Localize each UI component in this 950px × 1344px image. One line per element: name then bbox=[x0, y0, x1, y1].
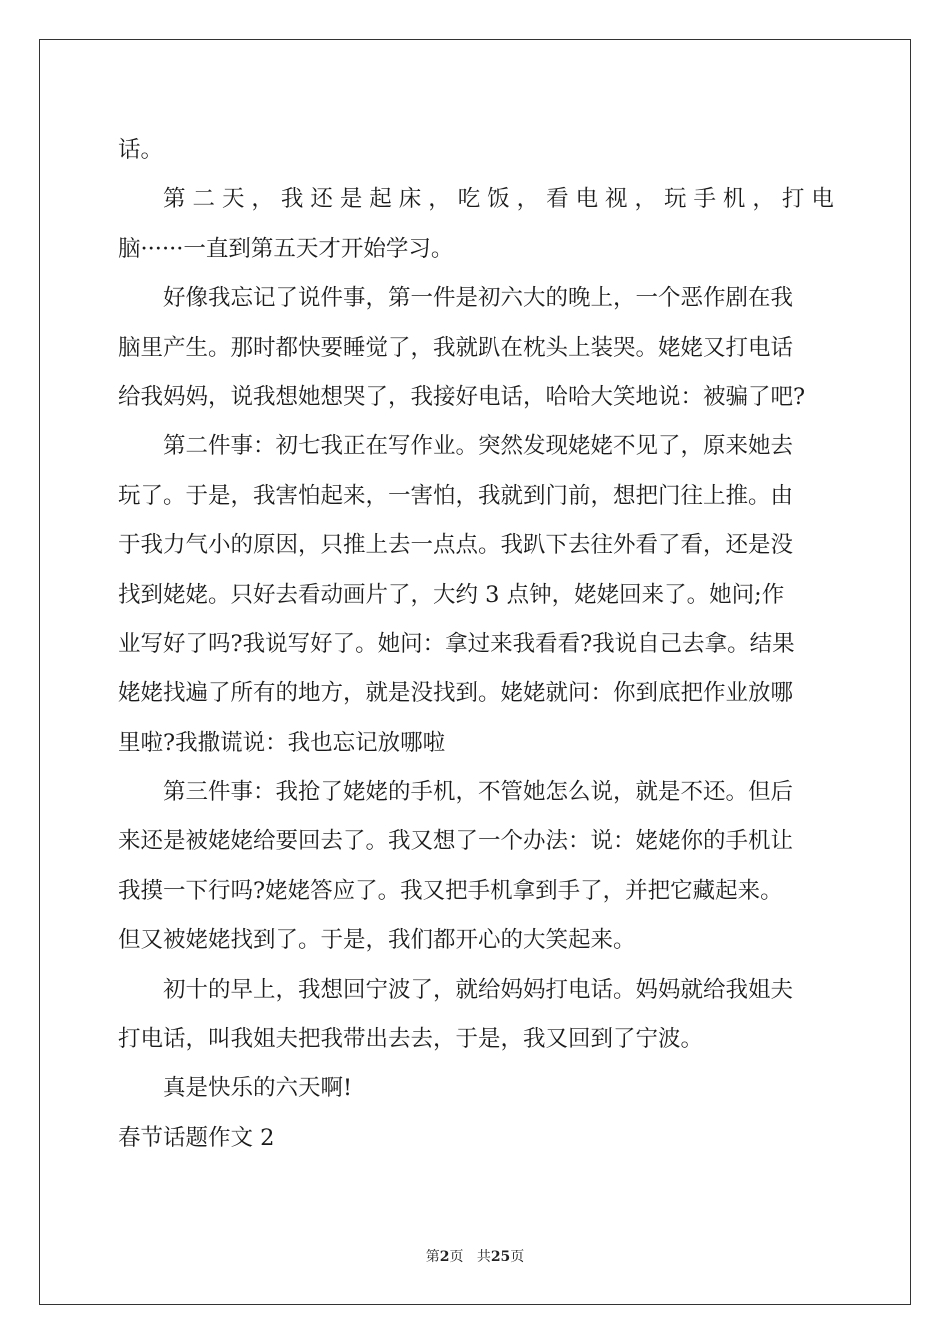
total-prefix: 共 bbox=[476, 1249, 491, 1265]
spaced-char: 第 bbox=[163, 186, 186, 213]
text-line: 我摸一下行吗?姥姥答应了。我又把手机拿到手了，并把它藏起来。 bbox=[118, 877, 783, 904]
spaced-char: 电 bbox=[575, 186, 599, 213]
text-line: 于我力气小的原因，只推上去一点点。我趴下去往外看了看，还是没 bbox=[118, 532, 794, 559]
spaced-char: ， bbox=[516, 186, 540, 213]
text-line: 里啦?我撒谎说：我也忘记放哪啦 bbox=[118, 729, 446, 756]
text-line: 来还是被姥姥给要回去了。我又想了一个办法：说：姥姥你的手机让 bbox=[118, 828, 794, 855]
paragraph-start: 好像我忘记了说件事，第一件是初六大的晚上，一个恶作剧在我 bbox=[163, 285, 794, 312]
text-line: 业写好了吗?我说写好了。她问：拿过来我看看?我说自己去拿。结果 bbox=[118, 630, 795, 657]
spaced-char: ， bbox=[251, 186, 274, 213]
text-line: 话。 bbox=[118, 137, 164, 163]
spaced-char: 看 bbox=[546, 186, 569, 213]
text-line: 找到姥姥。只好去看动画片了，大约 3 点钟，姥姥回来了。她问;作 bbox=[118, 581, 785, 608]
spaced-char: ， bbox=[752, 186, 775, 213]
spaced-char: 手 bbox=[693, 186, 716, 213]
paragraph-start: 初十的早上，我想回宁波了，就给妈妈打电话。妈妈就给我姐夫 bbox=[163, 976, 794, 1003]
text-line-spaced bbox=[118, 175, 834, 224]
spaced-char: 电 bbox=[811, 186, 834, 213]
paragraph-start: 第二件事：初七我正在写作业。突然发现姥姥不见了，原来她去 bbox=[163, 433, 794, 460]
spaced-char: 机 bbox=[722, 186, 746, 213]
spaced-char: ， bbox=[428, 186, 451, 213]
spaced-char: 吃 bbox=[457, 186, 481, 213]
spaced-char: 床 bbox=[398, 186, 422, 213]
spaced-char: ， bbox=[634, 186, 658, 213]
section-heading: 春节话题作文 2 bbox=[118, 1124, 275, 1151]
spaced-char: 玩 bbox=[663, 186, 687, 213]
text-line: 玩了。于是，我害怕起来，一害怕，我就到门前，想把门往上推。由 bbox=[118, 482, 794, 509]
page-prefix: 第 bbox=[425, 1249, 440, 1265]
text-line: 脑······一直到第五天才开始学习。 bbox=[118, 235, 454, 262]
text-line: 打电话，叫我姐夫把我带出去去，于是，我又回到了宁波。 bbox=[118, 1026, 704, 1053]
paragraph-start: 第三件事：我抢了姥姥的手机，不管她怎么说，就是不还。但后 bbox=[163, 779, 794, 806]
page-unit: 页 bbox=[449, 1249, 464, 1265]
text-line: 但又被姥姥找到了。于是，我们都开心的大笑起来。 bbox=[118, 927, 636, 954]
paragraph-start: 真是快乐的六天啊! bbox=[163, 1075, 353, 1102]
spaced-char: 天 bbox=[221, 186, 245, 213]
text-line: 脑里产生。那时都快要睡觉了，我就趴在枕头上装哭。姥姥又打电话 bbox=[118, 334, 794, 361]
total-unit: 页 bbox=[510, 1249, 525, 1265]
page-number: 2 bbox=[439, 1249, 450, 1265]
spaced-char: 二 bbox=[192, 186, 215, 213]
spaced-char: 是 bbox=[339, 186, 363, 213]
spaced-char: 视 bbox=[605, 186, 628, 213]
spaced-char: 起 bbox=[369, 186, 392, 213]
spaced-char: 饭 bbox=[487, 186, 510, 213]
spaced-char: 打 bbox=[781, 186, 805, 213]
text-line: 姥姥找遍了所有的地方，就是没找到。姥姥就问：你到底把作业放哪 bbox=[118, 680, 794, 707]
document-body bbox=[118, 126, 834, 1163]
spaced-char: 还 bbox=[310, 186, 333, 213]
total-pages: 25 bbox=[490, 1249, 511, 1265]
spaced-char: 我 bbox=[280, 186, 304, 213]
page-footer bbox=[0, 1246, 950, 1266]
spaced-text bbox=[163, 175, 834, 224]
text-line: 给我妈妈，说我想她想哭了，我接好电话，哈哈大笑地说：被骗了吧? bbox=[118, 383, 806, 410]
